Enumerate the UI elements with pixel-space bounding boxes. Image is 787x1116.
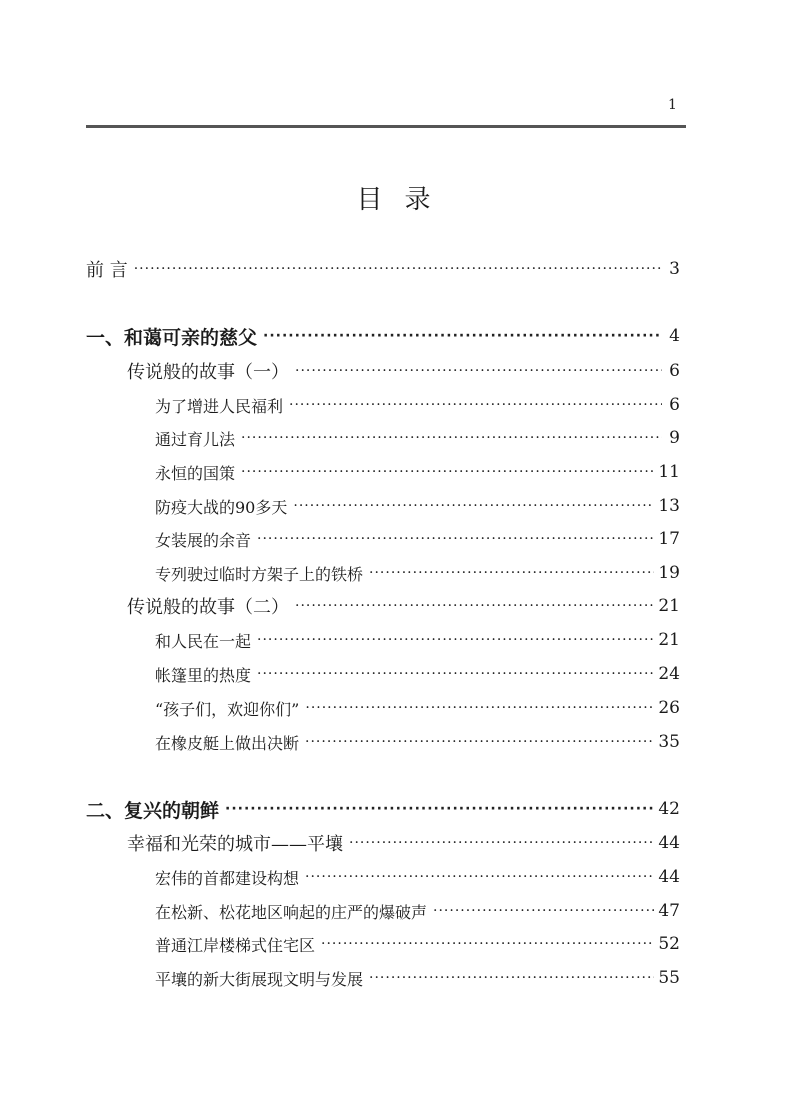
dot-leader [241, 423, 662, 453]
toc-entry-page: 6 [669, 361, 680, 381]
toc-entry-label: “孩子们，欢迎你们” [155, 699, 300, 719]
toc-entry[interactable] [155, 524, 680, 554]
dot-leader [257, 625, 654, 655]
toc-entry[interactable] [155, 929, 680, 959]
dot-leader [263, 321, 662, 351]
toc-entry[interactable] [155, 457, 680, 487]
toc-entry[interactable] [127, 828, 680, 858]
toc-entry-page: 47 [658, 901, 680, 921]
toc-entry[interactable] [155, 659, 680, 689]
dot-leader [369, 963, 654, 993]
toc-entry-page: 44 [658, 833, 680, 853]
toc-entry-label: 永恒的国策 [155, 463, 236, 483]
page-number: 1 [668, 97, 677, 113]
toc-entry-label: 和人民在一起 [155, 631, 252, 651]
toc-entry-page: 4 [669, 326, 680, 346]
dot-leader [305, 862, 654, 892]
toc-entry[interactable] [127, 591, 680, 621]
dot-leader [369, 558, 654, 588]
toc-entry-label: 在松新、松花地区响起的庄严的爆破声 [155, 902, 428, 922]
toc-entry-label: 前 言 [86, 260, 128, 281]
toc-entry-page: 55 [658, 968, 680, 988]
dot-leader [293, 491, 654, 521]
toc-entry-page: 24 [658, 664, 680, 684]
toc-title: 目录 [356, 185, 453, 215]
toc-entry[interactable] [155, 390, 680, 420]
toc-entry-page: 6 [669, 395, 680, 415]
dot-leader [305, 693, 654, 723]
dot-leader [295, 356, 662, 386]
toc-entry[interactable] [155, 862, 680, 892]
toc-entry[interactable] [155, 558, 680, 588]
dot-leader [225, 794, 654, 824]
toc-entry-page: 21 [658, 630, 680, 650]
toc-entry-page: 17 [658, 529, 680, 549]
dot-leader [349, 828, 654, 858]
toc-entry-label: 传说般的故事（一） [127, 362, 289, 383]
dot-leader [257, 524, 654, 554]
header-rule [86, 125, 686, 128]
toc-entry-page: 35 [658, 732, 680, 752]
dot-leader [241, 457, 654, 487]
toc-entry[interactable] [155, 625, 680, 655]
toc-entry-label: 一、和蔼可亲的慈父 [86, 326, 258, 349]
toc-entry-label: 二、复兴的朝鲜 [86, 799, 220, 822]
toc-entry-label: 防疫大战的90多天 [155, 497, 288, 517]
toc-entry[interactable] [155, 727, 680, 757]
toc-entry[interactable] [155, 963, 680, 993]
toc-entry-page: 11 [658, 462, 680, 482]
toc-entry[interactable] [155, 896, 680, 926]
toc-entry[interactable] [155, 491, 680, 521]
dot-leader [289, 390, 662, 420]
toc-entry-page: 3 [669, 259, 680, 279]
toc-entry-page: 21 [658, 596, 680, 616]
toc-entry-page: 42 [658, 799, 680, 819]
toc-entry-label: 通过育儿法 [155, 429, 236, 449]
toc-entry-label: 幸福和光荣的城市——平壤 [127, 834, 343, 855]
toc-entry-label: 平壤的新大街展现文明与发展 [155, 969, 364, 989]
toc-entry[interactable] [86, 254, 680, 284]
dot-leader [433, 896, 654, 926]
toc-entry-label: 女装展的余音 [155, 530, 252, 550]
toc-entry-label: 专列驶过临时方架子上的铁桥 [155, 564, 364, 584]
toc-entry[interactable] [86, 794, 680, 824]
toc-entry-page: 9 [669, 428, 680, 448]
dot-leader [134, 254, 662, 284]
dot-leader [257, 659, 654, 689]
toc-entry-page: 44 [658, 867, 680, 887]
dot-leader [295, 591, 654, 621]
toc-entry[interactable] [155, 693, 680, 723]
toc-entry-label: 普通江岸楼梯式住宅区 [155, 935, 316, 955]
toc-entry-page: 26 [658, 698, 680, 718]
toc-entry-label: 为了增进人民福利 [155, 396, 284, 416]
toc-entry[interactable] [127, 356, 680, 386]
toc-entry[interactable] [155, 423, 680, 453]
toc-entry-page: 19 [658, 563, 680, 583]
toc-entry-page: 13 [658, 496, 680, 516]
toc-entry-label: 宏伟的首都建设构想 [155, 868, 300, 888]
dot-leader [305, 727, 654, 757]
toc-entry[interactable] [86, 321, 680, 351]
toc-entry-page: 52 [658, 934, 680, 954]
dot-leader [321, 929, 654, 959]
toc-entry-label: 在橡皮艇上做出决断 [155, 733, 300, 753]
toc-entry-label: 传说般的故事（二） [127, 597, 289, 618]
toc-entry-label: 帐篷里的热度 [155, 665, 252, 685]
